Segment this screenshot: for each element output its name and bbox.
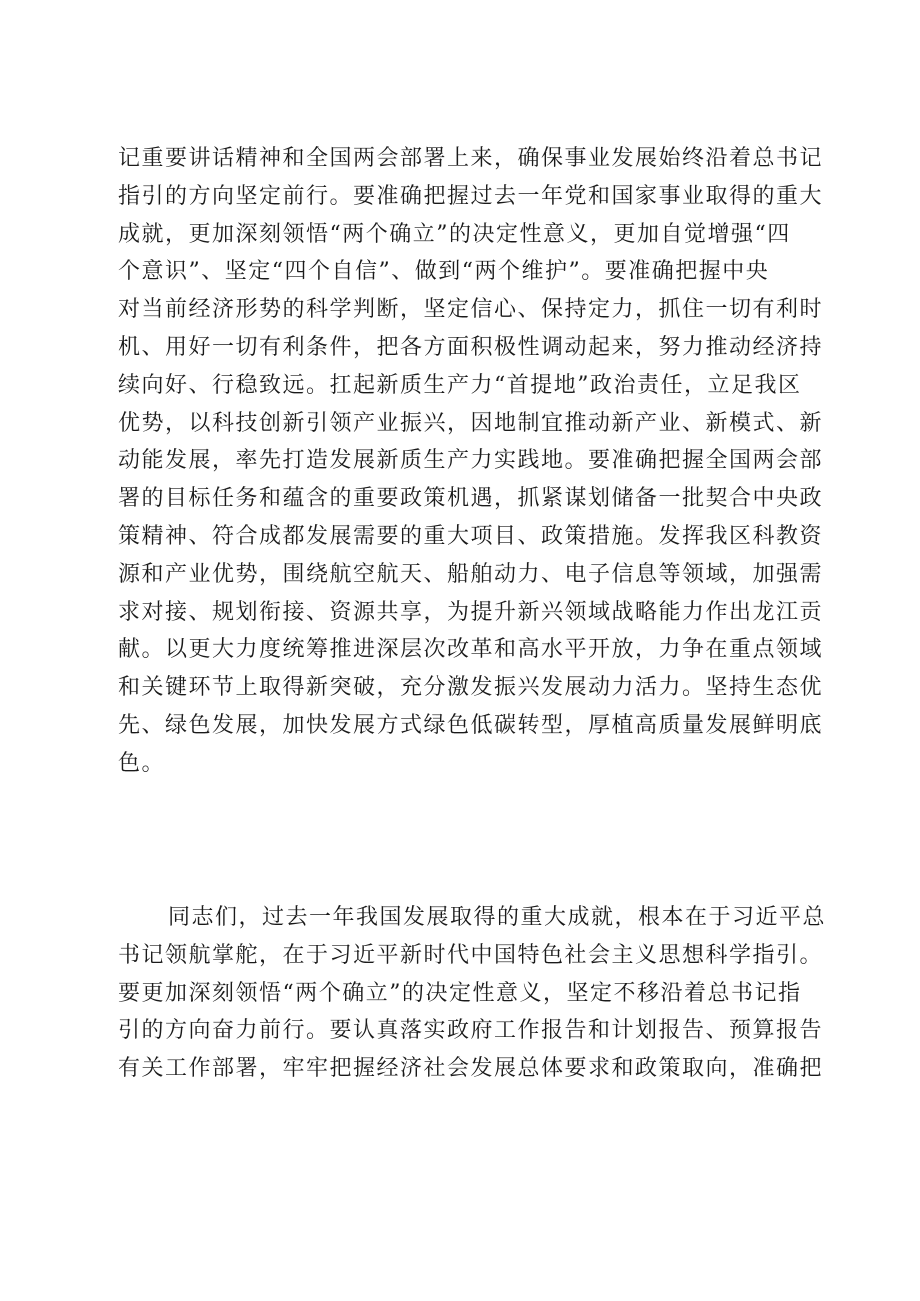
text-line: 成就，更加深刻领悟“两个确立”的决定性意义，更加自觉增强“四 — [118, 221, 791, 247]
text-line: 源和产业优势，围绕航空航天、船舶动力、电子信息等领域，加强需 — [118, 561, 824, 587]
paragraph-1 — [118, 140, 824, 783]
text-line: 先、绿色发展，加快发展方式绿色低碳转型，厚植高质量发展鲜明底 — [118, 712, 824, 738]
text-line: 同志们，过去一年我国发展取得的重大成就，根本在于习近平总 — [168, 905, 827, 930]
text-line: 色。 — [118, 750, 166, 776]
text-line: 要更加深刻领悟“两个确立”的决定性意义，坚定不移沿着总书记指 — [118, 980, 802, 1006]
text-line: 优势，以科技创新引领产业振兴，因地制宜推动新产业、新模式、新 — [118, 410, 824, 436]
paragraph-2 — [118, 899, 827, 1088]
text-line: 对当前经济形势的科学判断，坚定信心、保持定力，抓住一切有利时 — [118, 297, 824, 323]
text-line: 书记领航掌舵，在于习近平新时代中国特色社会主义思想科学指引。 — [118, 942, 824, 968]
text-line: 记重要讲话精神和全国两会部署上来，确保事业发展始终沿着总书记 — [118, 146, 824, 171]
text-line: 个意识”、坚定“四个自信”、做到“两个维护”。要准确把握中央 — [118, 259, 770, 285]
text-line: 机、用好一切有利条件，把各方面积极性调动起来，努力推动经济持 — [118, 334, 824, 360]
text-line: 署的目标任务和蕴含的重要政策机遇，抓紧谋划储备一批契合中央政 — [118, 486, 824, 512]
text-line: 献。以更大力度统筹推进深层次改革和高水平开放，力争在重点领域 — [118, 637, 824, 663]
text-line: 策精神、符合成都发展需要的重大项目、政策措施。发挥我区科教资 — [118, 523, 824, 549]
text-line: 指引的方向坚定前行。要准确把握过去一年党和国家事业取得的重大 — [118, 183, 824, 209]
text-line: 动能发展，率先打造发展新质生产力实践地。要准确把握全国两会部 — [118, 448, 824, 474]
text-line: 求对接、规划衔接、资源共享，为提升新兴领域战略能力作出龙江贡 — [118, 599, 824, 625]
text-line: 续向好、行稳致远。扛起新质生产力“首提地”政治责任，立足我区 — [118, 372, 802, 398]
text-line: 有关工作部署，牢牢把握经济社会发展总体要求和政策取向，准确把 — [118, 1056, 824, 1082]
text-line: 引的方向奋力前行。要认真落实政府工作报告和计划报告、预算报告 — [118, 1018, 824, 1044]
text-line: 和关键环节上取得新突破，充分激发振兴发展动力活力。坚持生态优 — [118, 675, 824, 701]
